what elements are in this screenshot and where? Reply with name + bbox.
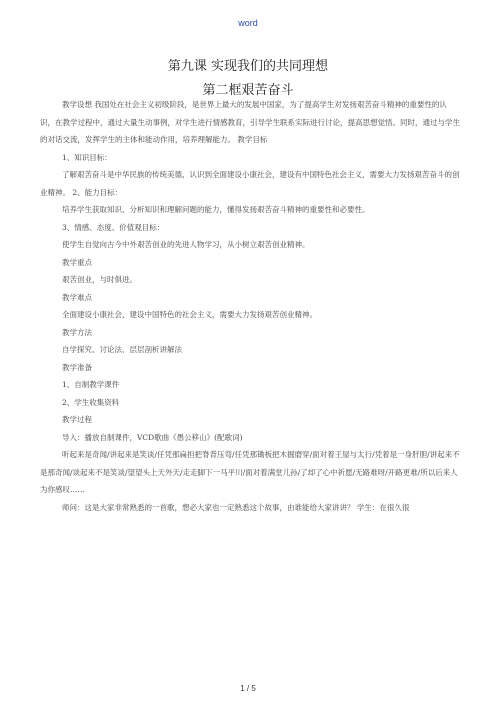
paragraph-knowledge-goal-heading: 1、知识目标： [62,152,112,162]
paragraph-introduction: 导入：播放自制课件，VCD歌曲《愚公移山》(配歌词) [62,432,243,442]
paragraph-knowledge-goal: 了解艰苦奋斗是中华民族的传统美德，认识到全面建设小康社会，建设有中国特色社会主义，需要大力发扬艰苦奋斗的创业精神。 2、能力目标： [40,170,460,197]
heading-process: 教学过程 [62,415,92,424]
paragraph-key-points: 艰苦创业，与时俱进。 [62,275,137,284]
paragraph-preparation-2: 2、学生收集资料 [62,397,120,407]
header-word-link[interactable]: word [238,18,258,28]
document-body [40,96,460,516]
heading-key-points: 教学重点 [62,257,92,267]
lesson-subtitle: 第二框艰苦奋斗 [202,83,294,98]
heading-methods: 教学方法 [62,327,92,337]
paragraph-preparation-1: 1、自制教学课件 [62,380,120,389]
page-number: 1 / 5 [240,684,256,693]
lesson-title: 第九课 实现我们的共同理想 [167,59,329,74]
heading-difficult-points: 教学难点 [62,292,92,302]
paragraph-emotion-goal: 使学生自觉向古今中外艰苦创业的先进人物学习，从小树立艰苦创业精神。 [62,240,310,249]
paragraph-difficult-points: 全面建设小康社会，建设中国特色的社会主义，需要大力发扬艰苦创业精神。 [62,310,317,319]
paragraph-teacher-question: 师问：这是大家非常熟悉的一首歌，想必大家也一定熟悉这个故事，由谁能给大家讲讲？ 学生：在很久很 [62,502,410,512]
paragraph-methods: 自学探究、讨论法、层层剖析讲解法 [62,345,182,354]
heading-preparation: 教学准备 [62,362,92,372]
paragraph-teaching-idea: 教学设想 我国处在社会主义初级阶段，是世界上最大的发展中国家，为了提高学生对发扬艰苦奋斗精神的重要性的认识，在教学过程中，通过大量生动事例，对学生进行情感教育，引导学生联系实际进行讨论，提高思想觉悟。同时，通过与学生的对话交流，发挥学生的主体和能动作用，培养理解能力。 教学目标 [40,100,460,144]
paragraph-song-lyrics: 听起来是奇闻/讲起来是笑谈/任凭那扁担把脊背压弯/任凭那锄板把木掘磨穿/面对着王屋与太行/凭着是一身肝胆/讲起来不是那奇闻/谈起来不是笑谈/望望头上天外天/走走脚下一马平川/面对着满堂儿孙/了却了心中祈愿/无路难呀/开路更难/所以后来人为你感叹…… [40,450,460,494]
paragraph-ability-goal: 培养学生获取知识、分析知识和理解问题的能力，懂得发扬艰苦奋斗精神的重要性和必要性。 [62,205,370,214]
paragraph-emotion-goal-heading: 3、情感、态度、价值观目标： [62,222,165,232]
